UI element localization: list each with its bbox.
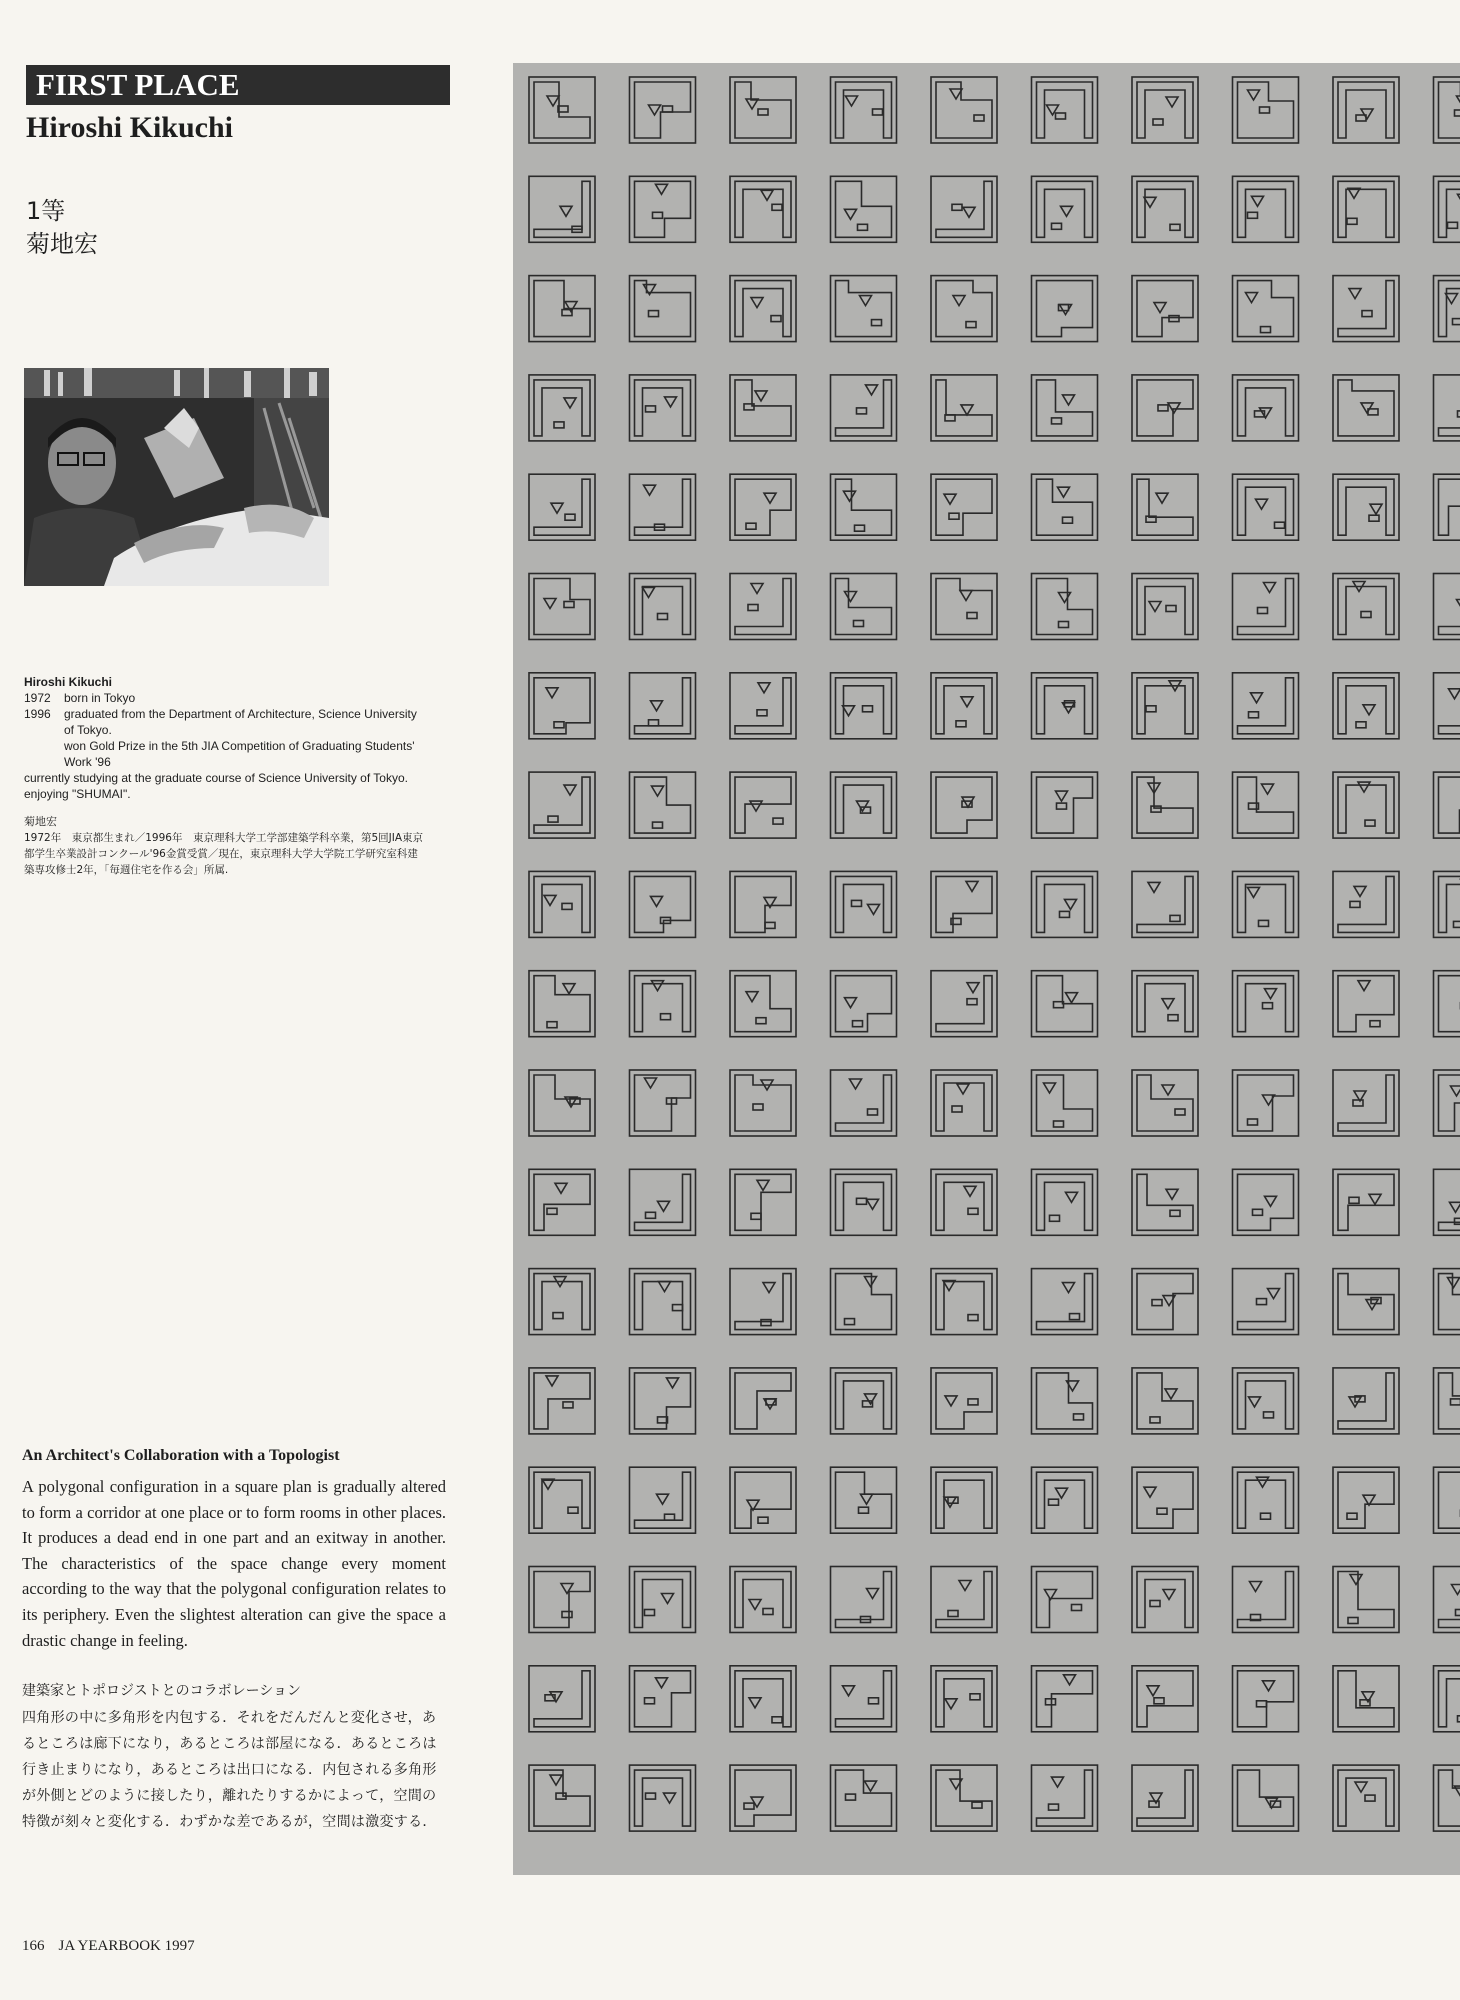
plan-cell [1132,1368,1198,1434]
plan-cell [630,1070,696,1136]
plan-cell [529,375,595,441]
plan-cell [730,474,796,540]
plan-cell [931,1269,997,1335]
plan-cell [1233,971,1299,1037]
plan-cell [529,871,595,937]
plan-cell [1032,1467,1098,1533]
plan-cell [529,1666,595,1732]
bio-name: Hiroshi Kikuchi [24,675,113,689]
plan-cell [730,1169,796,1235]
plan-cell [1233,375,1299,441]
plan-cell [630,1368,696,1434]
plan-cell [1032,276,1098,342]
plan-cell [1032,1070,1098,1136]
plan-cell [1434,574,1460,640]
essay-body-en: A polygonal configuration in a square plan is gradually altered to form a corridor at one place or to form rooms in other places. It produces a dead end in one part and an exitway in another. The characteristics of the space change every moment according to the way that the polygonal configuration relates to its periphery. Even the slightest alteration can give the space a drastic change in feeling. [22,1477,446,1650]
plan-cell [630,375,696,441]
plan-cell [1132,1567,1198,1633]
plan-cell [1233,1070,1299,1136]
plan-cell [630,1467,696,1533]
plan-cell [630,1269,696,1335]
plan-cell [1132,474,1198,540]
plan-cell [529,1269,595,1335]
plan-cell [1233,1567,1299,1633]
plan-cell [1333,1169,1399,1235]
plan-cell [529,176,595,242]
plan-cell [1333,871,1399,937]
plan-cell [1434,772,1460,838]
plan-cell [1333,1567,1399,1633]
plan-cell [1132,1666,1198,1732]
plan-cell [630,1567,696,1633]
plan-cell [1333,276,1399,342]
plan-cell [831,176,897,242]
plan-cell [1333,1467,1399,1533]
plan-cell [1434,276,1460,342]
plan-cell [931,772,997,838]
bio-text-ja: 1972年 東京都生まれ／1996年 東京理科大学工学部建築学科卒業，第5回JIA東京都学生卒業設計コンクール'96金賞受賞／現在，東京理科大学大学院工学研究室科建築専攻修士2年，「毎週住宅を作る会」所属. [24,832,423,876]
portrait-illustration [24,368,329,586]
plan-cell [1132,971,1198,1037]
plan-cell [831,1467,897,1533]
winner-name: Hiroshi Kikuchi [26,111,234,144]
plan-cell [1233,1368,1299,1434]
plan-cell [1233,1169,1299,1235]
plan-cell [931,1567,997,1633]
plan-cell [730,1070,796,1136]
plan-cell [1333,474,1399,540]
plan-cell [630,474,696,540]
plan-cell [931,1666,997,1732]
plan-cell [931,971,997,1037]
plan-cell [1434,673,1460,739]
plan-cell [529,1070,595,1136]
publication-title: JA YEARBOOK 1997 [58,1938,195,1954]
plan-cell [529,474,595,540]
plan-cell [630,1765,696,1831]
plan-cell [831,375,897,441]
plan-cell [1333,1368,1399,1434]
plan-cell [630,77,696,143]
plan-cell [529,1467,595,1533]
plan-cell [630,1666,696,1732]
plan-cell [1032,871,1098,937]
plan-cell [1233,77,1299,143]
plan-cell [730,673,796,739]
plan-cell [529,971,595,1037]
plan-cell [1434,1765,1460,1831]
plan-cell [1233,574,1299,640]
plan-cell [630,1169,696,1235]
plan-cell [1032,1567,1098,1633]
bio-entry [24,690,424,706]
plan-cell [630,871,696,937]
plan-cell [1132,1765,1198,1831]
floor-plan-drawing [513,63,1460,1875]
plan-cell [730,77,796,143]
plan-cell [730,1567,796,1633]
award-banner: FIRST PLACE [26,65,450,105]
plan-cell [831,1169,897,1235]
plan-cell [931,375,997,441]
plan-cell [1233,176,1299,242]
plan-cell [931,1070,997,1136]
plan-cell [730,375,796,441]
plan-cell [1032,1666,1098,1732]
plan-cell [1333,176,1399,242]
plan-cell [730,772,796,838]
plan-cell [1333,1269,1399,1335]
bio-award: won Gold Prize in the 5th JIA Competition of Graduating Students' Work '96 [64,739,415,769]
plan-cell [1032,77,1098,143]
plan-cell [1233,772,1299,838]
plan-cell [529,77,595,143]
plan-cell [1132,375,1198,441]
plan-cell [1333,375,1399,441]
plan-cell [1132,1070,1198,1136]
plan-cell [1132,176,1198,242]
plan-cell [1333,971,1399,1037]
plan-cell [1233,474,1299,540]
plan-cell [730,1666,796,1732]
plan-cell [1132,77,1198,143]
plan-cell [630,276,696,342]
plan-cell [831,574,897,640]
plan-cell [1132,1169,1198,1235]
plan-cell [529,1567,595,1633]
page-footer [22,1938,209,1955]
plan-cell [1233,871,1299,937]
plan-cell [831,673,897,739]
plan-cell [730,176,796,242]
plan-cell [1032,1765,1098,1831]
plan-cell [931,1467,997,1533]
plan-cell [831,1368,897,1434]
plan-cell [1434,871,1460,937]
plan-cell [529,673,595,739]
plan-cell [931,176,997,242]
plan-cell [831,1269,897,1335]
plan-cell [730,871,796,937]
plan-cell [1233,276,1299,342]
plan-cell [831,772,897,838]
plan-cell [730,1765,796,1831]
plan-cell [1434,1567,1460,1633]
plan-cell [1132,276,1198,342]
plan-cell [529,1368,595,1434]
plan-cell [1032,772,1098,838]
plan-cell [1434,1070,1460,1136]
plan-cell [931,1368,997,1434]
plan-cell [630,971,696,1037]
biography [24,674,424,878]
plan-cell [1032,971,1098,1037]
plan-cell [1032,375,1098,441]
bio-name-ja: 菊地宏 [24,815,57,828]
plan-cell [529,574,595,640]
plan-cell [529,1169,595,1235]
plan-cell [1132,871,1198,937]
plan-cell [931,276,997,342]
essay-title: An Architect's Collaboration with a Topologist [22,1447,340,1464]
plan-cell [831,77,897,143]
plan-cell [1333,574,1399,640]
portrait-photo [24,368,329,586]
plan-cell [1434,971,1460,1037]
plan-cell [1434,1368,1460,1434]
plan-cell [1132,1467,1198,1533]
plan-cell [931,673,997,739]
plan-cell [931,1169,997,1235]
plan-cell [1132,772,1198,838]
bio-entry [24,706,424,738]
plan-cell [931,474,997,540]
winner-name-ja: 菊地宏 [26,230,98,258]
plan-cell [1132,574,1198,640]
plan-cell [1434,1467,1460,1533]
plan-cell [931,574,997,640]
essay-title-ja: 建築家とトポロジストとのコラボレーション [22,1683,302,1699]
plan-cell [1333,1666,1399,1732]
floor-plan-grid [513,63,1460,1875]
page-number: 166 [22,1938,45,1954]
plan-cell [831,474,897,540]
plan-cell [730,971,796,1037]
plan-cell [1333,1765,1399,1831]
plan-cell [1032,1269,1098,1335]
plan-cell [931,77,997,143]
plan-cell [1233,1765,1299,1831]
plan-cell [1434,176,1460,242]
prize-label-ja: 1等 [26,197,66,225]
plan-cell [1434,375,1460,441]
plan-cell [1333,772,1399,838]
plan-cell [1333,77,1399,143]
plan-cell [931,1765,997,1831]
plan-cell [1434,1169,1460,1235]
plan-cell [630,574,696,640]
essay-body-ja: 四角形の中に多角形を内包する．それをだんだんと変化させ，あるところは廊下になり，あるところは部屋になる．あるところは行き止まりになり，あるところは出口になる．内包される多角形が外側とどのように接したり，離れたりするかによって，空間の特徴が刻々と変化する．わずかな差であるが，空間は激変する． [22,1710,437,1830]
plan-cell [831,1567,897,1633]
plan-cell [1434,1269,1460,1335]
plan-cell [931,871,997,937]
plan-cell [529,772,595,838]
plan-cell [730,1269,796,1335]
plan-cell [1032,176,1098,242]
plan-cell [1233,673,1299,739]
plan-cell [630,673,696,739]
bio-text: graduated from the Department of Architecture, Science University of Tokyo. [64,707,417,737]
plan-cell [1032,1169,1098,1235]
bio-text: born in Tokyo [64,691,136,705]
bio-year: 1972 [24,691,51,705]
plan-cell [1132,673,1198,739]
bio-current: currently studying at the graduate course of Science University of Tokyo. enjoying "SHUMAI". [24,771,408,801]
plan-cell [1132,1269,1198,1335]
plan-cell [730,1368,796,1434]
plan-cell [1032,673,1098,739]
plan-cell [831,276,897,342]
plan-cell [1233,1666,1299,1732]
plan-cell [1333,673,1399,739]
plan-cell [831,1666,897,1732]
plan-cell [1434,77,1460,143]
plan-cell [1032,574,1098,640]
plan-cell [529,276,595,342]
plan-cell [730,574,796,640]
plan-cell [1434,474,1460,540]
plan-cell [1233,1467,1299,1533]
plan-cell [1032,1368,1098,1434]
plan-cell [1434,1666,1460,1732]
plan-cell [831,971,897,1037]
plan-cell [730,276,796,342]
plan-cell [730,1467,796,1533]
plan-cell [831,1765,897,1831]
plan-cell [831,871,897,937]
plan-cell [630,772,696,838]
bio-year: 1996 [24,707,51,721]
plan-cell [1032,474,1098,540]
plan-cell [1333,1070,1399,1136]
plan-cell [529,1765,595,1831]
plan-cell [630,176,696,242]
plan-cell [831,1070,897,1136]
plan-cell [1233,1269,1299,1335]
